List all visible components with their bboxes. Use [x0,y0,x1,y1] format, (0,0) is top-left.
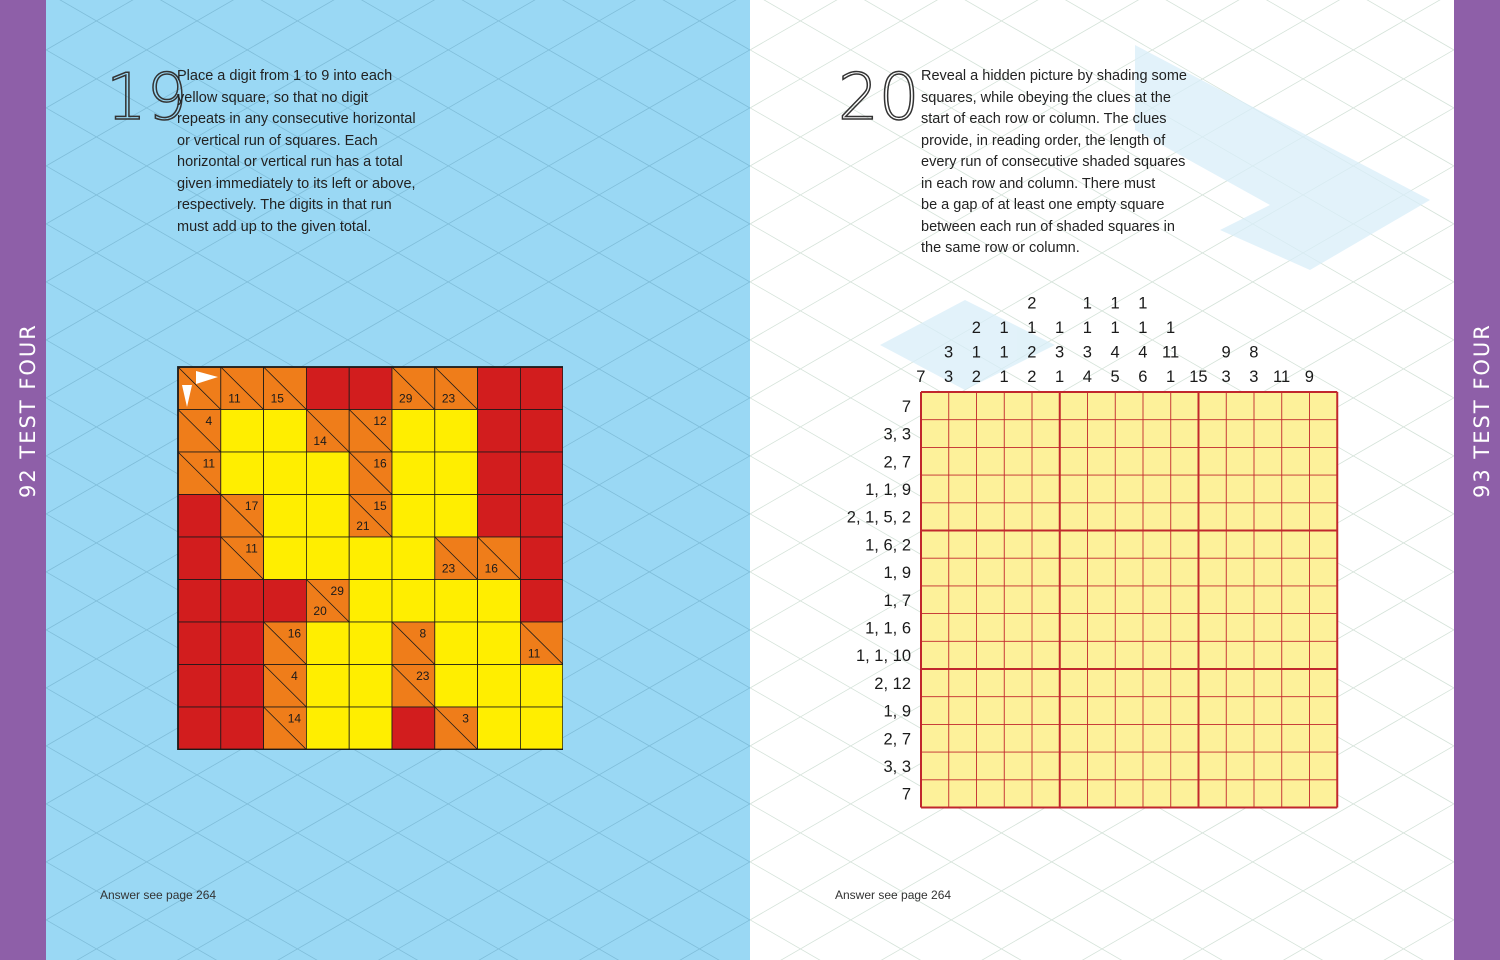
kakuro-blank-cell [520,367,563,410]
kakuro-blank-cell [178,622,221,665]
across-clue: 11 [202,456,216,471]
down-clue: 11 [228,391,241,406]
down-clue: 20 [313,604,327,619]
column-clue: 2 [971,368,981,386]
kakuro-entry-cell[interactable] [435,622,478,665]
row-clue: 2, 7 [883,453,911,472]
across-clue: 8 [419,626,427,641]
answer-reference: Answer see page 264 [100,888,217,902]
row-clue: 1, 6, 2 [865,536,911,555]
right-side-tab [1454,0,1500,960]
kakuro-entry-cell[interactable] [306,707,349,750]
column-clue: 6 [1138,368,1148,386]
kakuro-entry-cell[interactable] [392,495,435,538]
kakuro-entry-cell[interactable] [306,622,349,665]
column-clue: 9 [1304,368,1314,386]
column-clue: 1 [1138,294,1148,313]
column-clue: 3 [1055,343,1065,362]
across-clue: 12 [373,413,387,428]
kakuro-blank-cell [178,665,221,708]
kakuro-entry-cell[interactable] [435,410,478,453]
column-clue: 1 [1166,319,1176,337]
column-clue: 3 [1221,368,1231,386]
kakuro-blank-cell [178,495,221,538]
down-clue: 16 [484,561,498,576]
row-clue: 1, 1, 10 [855,647,911,666]
kakuro-entry-cell[interactable] [221,452,264,495]
kakuro-blank-cell [478,452,521,495]
kakuro-entry-cell[interactable] [264,452,307,495]
column-clue: 4 [1138,343,1148,362]
column-clue: 1 [1055,368,1065,386]
across-clue: 3 [462,711,469,726]
row-clue: 1, 1, 9 [865,480,911,499]
kakuro-grid [177,366,563,750]
left-side-label: 92 TEST FOUR [16,323,40,498]
kakuro-entry-cell[interactable] [392,580,435,623]
kakuro-entry-cell[interactable] [306,495,349,538]
column-clue: 7 [916,368,926,386]
kakuro-entry-cell[interactable] [349,707,392,750]
column-clue: 1 [999,368,1009,386]
row-clue: 3, 3 [883,757,911,776]
kakuro-blank-cell [520,495,563,538]
down-clue: 15 [270,391,284,406]
across-clue: 4 [205,413,213,428]
kakuro-blank-cell [520,537,563,580]
kakuro-entry-cell[interactable] [306,537,349,580]
row-clue: 2, 12 [874,674,911,693]
column-clue: 3 [944,343,954,362]
kakuro-blank-cell [349,367,392,410]
column-clue: 1 [999,343,1009,362]
right-page [750,0,1454,960]
across-clue: 14 [287,711,302,726]
kakuro-entry-cell[interactable] [478,665,521,708]
kakuro-entry-cell[interactable] [392,537,435,580]
across-clue: 4 [291,668,298,683]
column-clue: 2 [1027,368,1037,386]
kakuro-entry-cell[interactable] [306,665,349,708]
column-clue: 1 [1082,294,1092,313]
across-clue: 15 [373,498,387,513]
down-clue: 23 [441,561,456,576]
right-side-label: 93 TEST FOUR [1470,323,1494,498]
kakuro-blank-cell [392,707,435,750]
row-clue: 7 [901,397,911,416]
left-side-tab [0,0,46,960]
kakuro-blank-cell [178,537,221,580]
kakuro-entry-cell[interactable] [520,665,563,708]
column-clue: 1 [1138,319,1148,337]
kakuro-blank-cell [221,707,264,750]
kakuro-blank-cell [478,495,521,538]
down-clue: 29 [399,391,413,406]
column-clue: 4 [1110,343,1120,362]
kakuro-blank-cell [221,622,264,665]
column-clue: 1 [999,319,1009,337]
column-clue: 15 [1189,368,1208,386]
row-clue: 2, 1, 5, 2 [846,508,911,527]
kakuro-blank-cell [178,707,221,750]
column-clue: 11 [1273,368,1291,386]
puzzle-number: 19 [106,61,188,135]
column-clue: 1 [1110,319,1120,337]
kakuro-blank-cell [520,452,563,495]
column-clue: 1 [1055,319,1065,337]
kakuro-entry-cell[interactable] [478,580,521,623]
kakuro-entry-cell[interactable] [349,537,392,580]
row-clue: 2, 7 [883,730,911,749]
row-clue: 1, 7 [883,591,911,610]
across-clue: 16 [287,626,302,641]
answer-reference: Answer see page 264 [835,888,952,902]
row-clue: 1, 9 [883,702,911,721]
across-clue: 17 [244,498,259,513]
column-clue: 2 [1027,343,1037,362]
column-clue: 3 [1249,368,1259,386]
column-clue: 4 [1082,368,1092,386]
across-clue: 23 [416,668,430,683]
down-clue: 14 [313,434,327,449]
kakuro-entry-cell[interactable] [435,452,478,495]
puzzle-number: 20 [838,61,920,135]
kakuro-entry-cell[interactable] [349,622,392,665]
kakuro-entry-cell[interactable] [478,707,521,750]
left-page [46,0,750,960]
across-clue: 29 [330,583,344,598]
across-clue: 11 [245,541,258,556]
down-clue: 21 [356,519,370,534]
kakuro-entry-cell[interactable] [264,495,307,538]
kakuro-entry-cell[interactable] [349,580,392,623]
row-clue: 7 [901,785,911,804]
kakuro-blank-cell [478,367,521,410]
puzzle-instructions: Reveal a hidden picture by shading some squares, while obeying the clues at the start of each row or column. The clues provide, in reading order, the length of every run of consecutive shaded squares in each row and column. There must be a gap of at least one empty square between each run of shaded squares in the same row or column. [921,68,1187,256]
kakuro-blank-cell [221,665,264,708]
column-clue: 1 [971,343,981,362]
row-clue: 1, 1, 6 [865,619,911,638]
kakuro-blank-cell [306,367,349,410]
down-clue: 23 [441,391,456,406]
column-clue: 5 [1110,368,1120,386]
kakuro-entry-cell[interactable] [392,410,435,453]
nonogram-cells[interactable] [921,392,1337,808]
kakuro-entry-cell[interactable] [264,537,307,580]
column-clue: 8 [1249,343,1259,362]
kakuro-blank-cell [478,410,521,453]
kakuro-entry-cell[interactable] [264,410,307,453]
column-clue: 11 [1162,343,1180,362]
kakuro-blank-cell [178,580,221,623]
kakuro-entry-cell[interactable] [435,665,478,708]
column-clue: 3 [1082,343,1092,362]
kakuro-blank-cell [520,410,563,453]
column-clue: 2 [1027,294,1037,313]
kakuro-entry-cell[interactable] [435,495,478,538]
row-clue: 1, 9 [883,564,911,583]
kakuro-entry-cell[interactable] [392,452,435,495]
kakuro-entry-cell[interactable] [221,410,264,453]
kakuro-entry-cell[interactable] [306,452,349,495]
kakuro-entry-cell[interactable] [478,622,521,665]
column-clue: 9 [1221,343,1231,362]
kakuro-entry-cell[interactable] [349,665,392,708]
kakuro-entry-cell[interactable] [435,580,478,623]
column-clue: 1 [1027,319,1037,337]
nonogram-grid [810,280,1410,812]
column-clue: 2 [971,319,981,337]
row-clue: 3, 3 [883,425,911,444]
column-clue: 1 [1082,319,1092,337]
kakuro-blank-cell [221,580,264,623]
kakuro-blank-cell [520,580,563,623]
column-clue: 1 [1110,294,1120,313]
kakuro-entry-cell[interactable] [520,707,563,750]
down-clue: 11 [527,646,541,661]
column-clue: 3 [944,368,954,386]
column-clue: 1 [1166,368,1176,386]
puzzle-instructions: Place a digit from 1 to 9 into each yellow square, so that no digit repeats in any consecutive horizontal or vertical run of squares. Each horizontal or vertical run has a total given immediately to its left or above, respectively. The digits in that run must add up to the given total. [177,68,416,235]
across-clue: 16 [373,456,387,471]
kakuro-blank-cell [264,580,307,623]
